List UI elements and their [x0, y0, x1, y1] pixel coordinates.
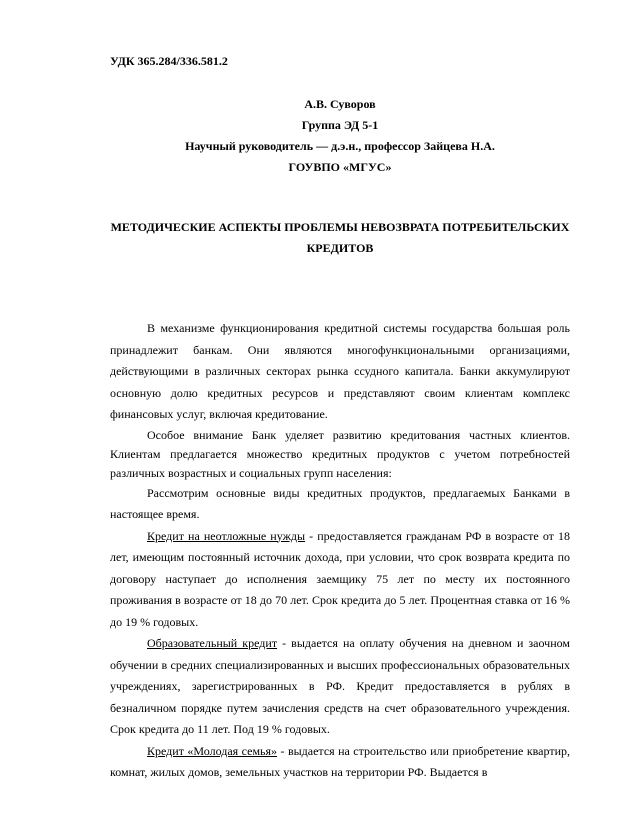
author-block [110, 94, 570, 178]
article-body [110, 318, 570, 784]
author-group: Группа ЭД 5-1 [301, 118, 379, 132]
author-name: А.В. Суворов [304, 97, 376, 111]
paragraph-1: В механизме функционирования кредитной системы государства большая роль принадлежит банкам. Они являются многофункциональными организациями, действующими в различных секторах рынка ссудного капитала. Банки аккумулируют основную долю кредитных ресурсов и представляют своим клиентам комплекс финансовых услуг, включая кредитование. [110, 321, 570, 421]
paragraph-6 [110, 741, 570, 784]
paragraph-4 [110, 526, 570, 634]
paragraph-3: Рассмотрим основные виды кредитных продуктов, предлагаемых Банками в настоящее время. [110, 485, 570, 521]
paragraph-4-text: - предоставляется гражданам РФ в возрасте от 18 лет, имеющим постоянный источник дохода, при условии, что срок возврата кредита по договору наступает до исполнения заемщику 75 лет по месту их постоянного проживания в возрасте от 18 до 70 лет. Срок кредита до 5 лет. Процентная ставка от 16 % до 19 % годовых. [110, 528, 571, 629]
author-supervisor: Научный руководитель — д.э.н., профессор Зайцева Н.А. [185, 139, 495, 153]
paragraph-6-text: - выдается на строительство или приобретение квартир, комнат, жилых домов, земельных участков на территории РФ. Выдается в [110, 743, 571, 779]
author-institution: ГОУВПО «МГУС» [288, 160, 392, 174]
paragraph-2: Особое внимание Банк уделяет развитию кредитования частных клиентов. Клиентам предлагается множество кредитных продуктов с учетом потребностей различных возрастных и социальных групп населения: [110, 427, 570, 480]
article-title-line-2: КРЕДИТОВ [306, 241, 374, 255]
paragraph-5 [110, 633, 570, 741]
article-title-line-1: МЕТОДИЧЕСКИЕ АСПЕКТЫ ПРОБЛЕМЫ НЕВОЗВРАТА ПОТРЕБИТЕЛЬСКИХ [110, 220, 570, 234]
term-young-family-credit: Кредит «Молодая семья» [147, 743, 278, 758]
term-urgent-needs-credit: Кредит на неотложные нужды [147, 528, 306, 543]
term-education-credit: Образовательный кредит [147, 636, 278, 650]
article-title [110, 217, 570, 259]
paragraph-5-text: - выдается на оплату обучения на дневном и заочном обучении в средних специализированных и высших профессиональных образовательных учреждениях, зарегистрированных в РФ. Кредит предоставляется в рублях в безналичном порядке путем зачисления средств на счет образовательного учреждения. Срок кредита до 11 лет. Под 19 % годовых. [110, 636, 571, 736]
udk-code: УДК 365.284/336.581.2 [110, 54, 228, 68]
